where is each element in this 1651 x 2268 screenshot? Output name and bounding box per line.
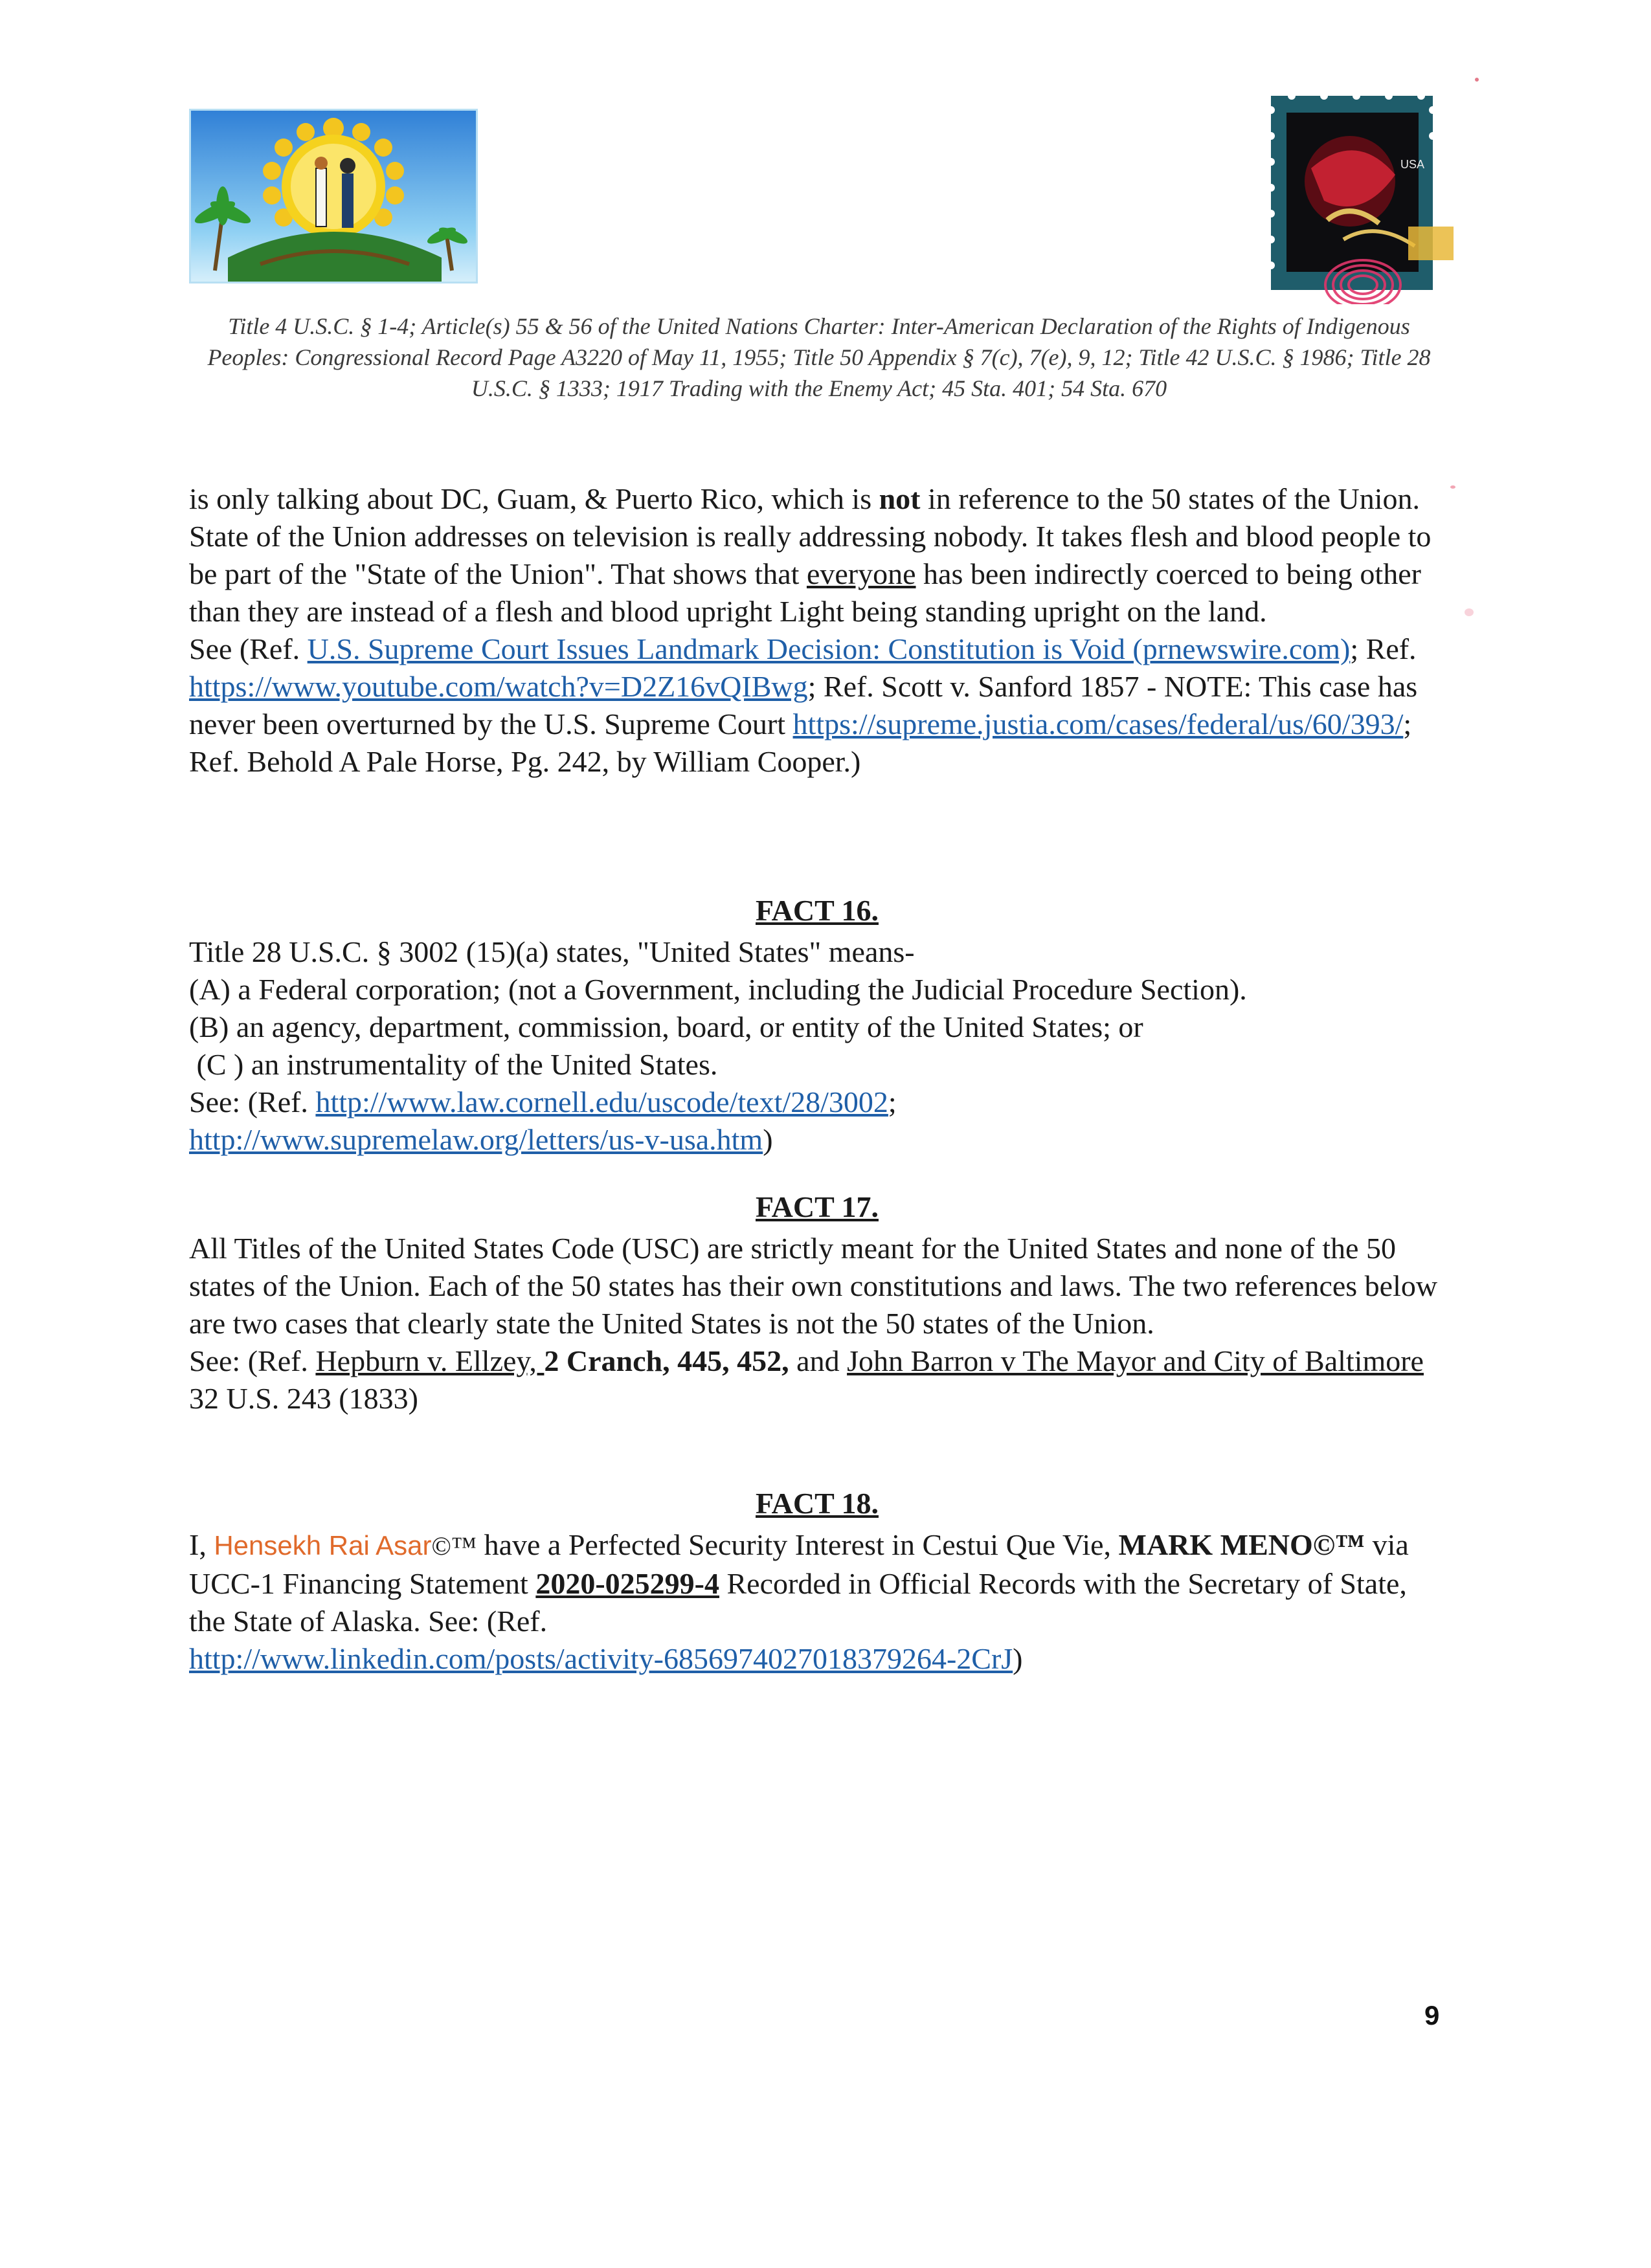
scan-speck [1450,485,1455,489]
fact-16-references: See: (Ref. http://www.law.cornell.edu/uscode/text/28/3002; http://www.supremelaw.org/letters/us-v-usa.htm) [189,1085,897,1156]
fact-17-references: See: (Ref. Hepburn v. Ellzey, 2 Cranch, 445, 452, and John Barron v The Mayor and City of Baltimore 32 U.S. 243 (1833) [189,1344,1424,1415]
fact-16-line: (B) an agency, department, commission, board, or entity of the United States; or [189,1010,1143,1043]
fact-18-paragraph: I, Hensekh Rai Asar©™ have a Perfected Security Interest in Cestui Que Vie, MARK MENO©™ via UCC-1 Financing Statement 2020-025299-4 Recorded in Official Records with the Secretary of State, the State of Alaska. See: (Ref. http://www.linkedin.com/posts/activity-6856974027018379264-2CrJ) [189,1528,1409,1675]
stamp-country-label: USA [1400,158,1425,171]
justia-link[interactable]: https://supreme.justia.com/cases/federal/us/60/393/ [792,707,1404,740]
fact-16-line: (A) a Federal corporation; (not a Government, including the Judicial Procedure Section). [189,973,1247,1006]
fact-17-heading: FACT 17. [756,1190,879,1223]
fact-18-section [189,1485,1445,1678]
intro-section [189,480,1445,781]
sun-flag-logo-icon [189,109,478,284]
youtube-link[interactable]: https://www.youtube.com/watch?v=D2Z16vQIBwg [189,670,808,703]
linkedin-link[interactable]: http://www.linkedin.com/posts/activity-6856974027018379264-2CrJ [189,1642,1013,1675]
postage-stamp-with-thumbprint-icon [1266,91,1486,304]
fact-16-section [189,892,1445,1159]
header-citation: Title 4 U.S.C. § 1-4; Article(s) 55 & 56 of the United Nations Charter: Inter-American Declaration of the Rights of Indigenous Peoples: Congressional Record Page A3220 of May 11, 1955; Title 50 Appendix § 7(c), 7(e), 9, 12; Title 42 U.S.C. § 1986; Title 28 U.S.C. § 1333; 1917 Trading with the Enemy Act; 45 Sta. 401; 54 Sta. 670 [207,313,1431,401]
scan-speck [1475,78,1479,82]
prnewswire-link[interactable]: U.S. Supreme Court Issues Landmark Decision: Constitution is Void (prnewswire.com) [307,632,1351,665]
cornell-link[interactable]: http://www.law.cornell.edu/uscode/text/28/3002 [315,1085,888,1118]
author-name: Hensekh Rai Asar [214,1530,432,1561]
intro-paragraph: is only talking about DC, Guam, & Puerto Rico, which is not in reference to the 50 states of the Union. State of the Union addresses on television is really addressing nobody. It takes flesh and blood people to be part of the "State of the Union". That shows that everyone has been indirectly coerced to being other than they are instead of a flesh and blood upright Light being standing upright on the land. [189,482,1432,628]
supremelaw-link[interactable]: http://www.supremelaw.org/letters/us-v-usa.htm [189,1123,763,1156]
fact-17-paragraph: All Titles of the United States Code (USC) are strictly meant for the United States and none of the 50 states of the Union. Each of the 50 states has their own constitutions and laws. The two references below are two cases that clearly state the United States is not the 50 states of the Union. [189,1232,1438,1340]
intro-references: See (Ref. U.S. Supreme Court Issues Landmark Decision: Constitution is Void (prnewswire.com); Ref. https://www.youtube.com/watch?v=D2Z16vQIBwg; Ref. Scott v. Sanford 1857 - NOTE: This case has never been overturned by the U.S. Supreme Court https://supreme.justia.com/cases/federal/us/60/393/; Ref. Behold A Pale Horse, Pg. 242, by William Cooper.) [189,632,1418,778]
fact-18-heading: FACT 18. [756,1487,879,1520]
ucc-filing-number: 2020-025299-4 [535,1567,719,1600]
scan-speck [1465,608,1474,616]
fact-16-heading: FACT 16. [756,894,879,927]
page-number: 9 [1424,2000,1440,2030]
fact-16-line: Title 28 U.S.C. § 3002 (15)(a) states, "United States" means- [189,935,915,968]
fact-17-section [189,1188,1445,1418]
fact-16-line: (C ) an instrumentality of the United States. [189,1048,718,1081]
